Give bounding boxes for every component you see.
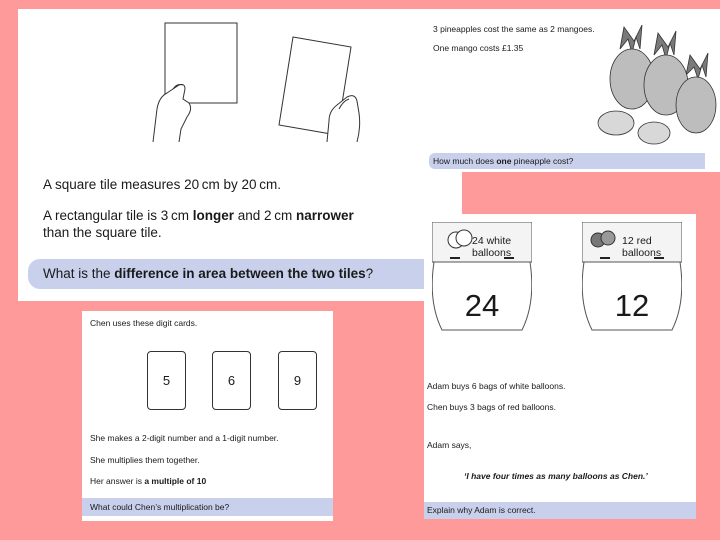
digit-line1: She makes a 2-digit number and a 1-digit number.: [90, 433, 279, 443]
square-tile-text: A square tile measures 20 cm by 20 cm.: [43, 177, 282, 192]
pineapples-and-mangoes-icon: [596, 19, 720, 145]
digit-line3: Her answer is a multiple of 10: [90, 476, 207, 486]
balloon-problem-card: [424, 214, 696, 519]
white-balloon-bag: 24 white balloons 24: [432, 222, 532, 332]
mango-price-text: One mango costs £1.35: [433, 43, 524, 53]
adam-buys-text: Adam buys 6 bags of white balloons.: [427, 381, 566, 391]
area-question: What is the difference in area between the two tiles?: [43, 266, 374, 281]
digit-card-problem: [82, 311, 333, 521]
area-problem-card: [18, 9, 462, 301]
digit-intro-text: Chen uses these digit cards.: [90, 318, 198, 328]
pineapple-problem-card: [424, 9, 720, 172]
digit-line2: She multiplies them together.: [90, 455, 200, 465]
hands-holding-tiles-icon: [143, 17, 383, 147]
adam-says-text: Adam says,: [427, 440, 472, 450]
chen-buys-text: Chen buys 3 bags of red balloons.: [427, 402, 557, 412]
bag-number: 24: [464, 288, 500, 323]
digit-card: 5: [147, 351, 186, 410]
digit-card: 9: [278, 351, 317, 410]
pineapple-question: How much does one pineapple cost?: [433, 156, 574, 166]
bag-number: 12: [614, 288, 650, 323]
pineapple-mango-text: 3 pineapples cost the same as 2 mangoes.: [433, 24, 595, 34]
bag-label: 12 red: [622, 235, 652, 247]
rectangle-tile-text-cont: than the square tile.: [43, 225, 162, 240]
rectangle-tile-text: A rectangular tile is 3 cm longer and 2 cm narrower: [43, 208, 354, 223]
red-balloon-bag: 12 red balloons 12: [582, 222, 682, 332]
bag-label: 24 white: [472, 235, 512, 247]
digit-question: What could Chen’s multiplication be?: [90, 502, 230, 512]
balloon-question: Explain why Adam is correct.: [427, 505, 536, 515]
adam-quote: ‘I have four times as many balloons as Chen.’: [464, 471, 648, 481]
digit-card: 6: [212, 351, 251, 410]
